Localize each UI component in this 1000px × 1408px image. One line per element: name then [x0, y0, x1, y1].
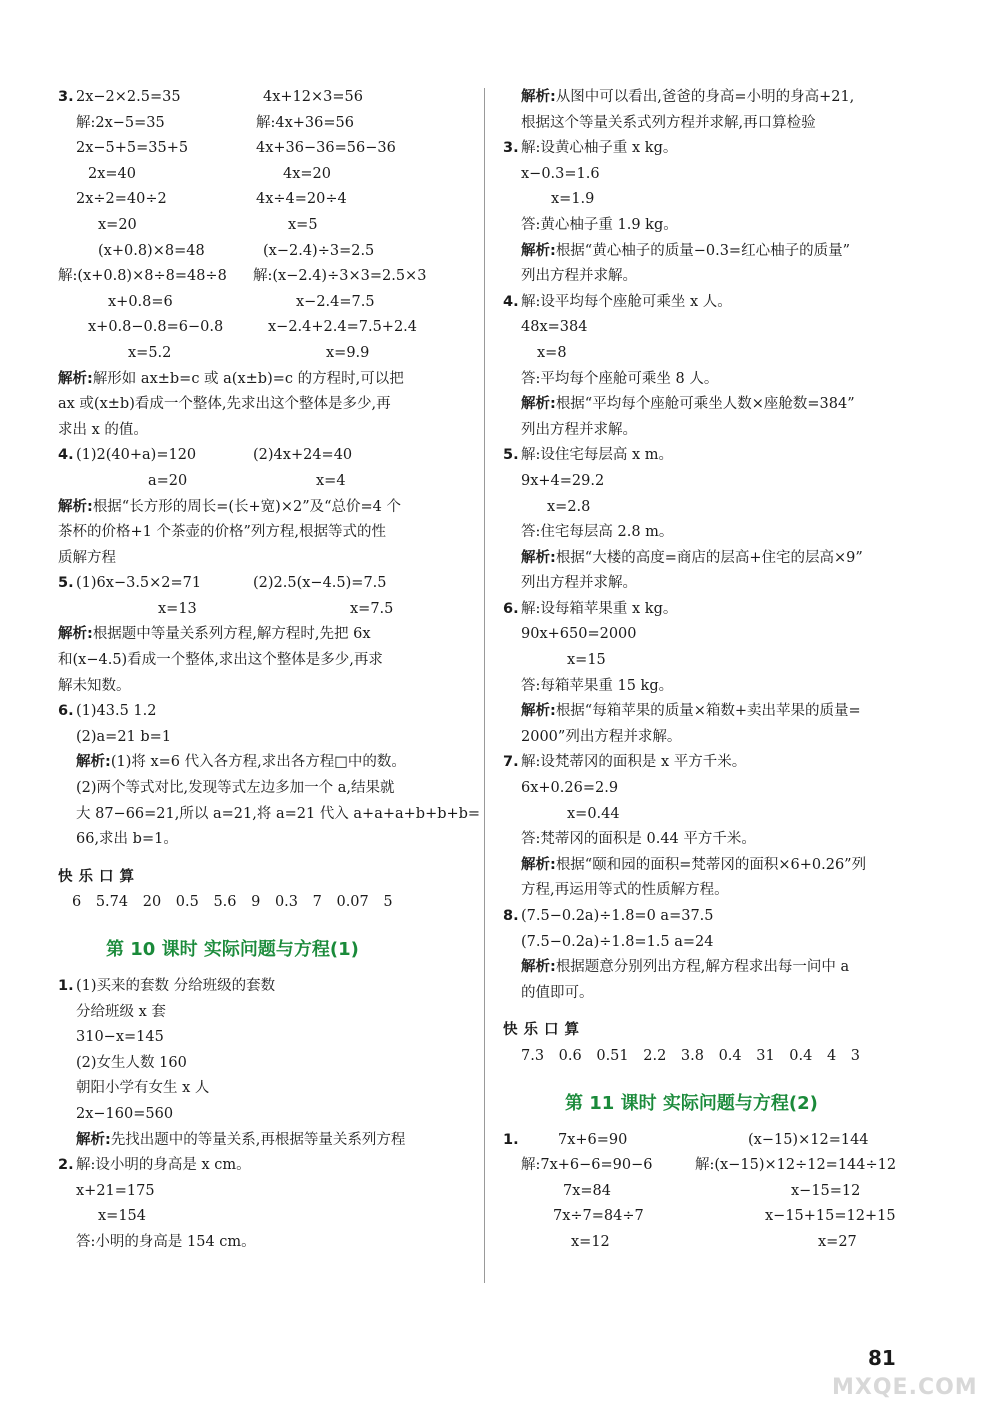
- q5-block: [58, 571, 468, 699]
- equation: 7x+6=90: [558, 1131, 628, 1148]
- equation-row: [58, 85, 468, 111]
- equation: 4x÷4=20÷4: [256, 191, 347, 208]
- q3-block: [58, 85, 468, 367]
- equation: 2x−5+5=35+5: [76, 140, 189, 157]
- equation-row: [58, 111, 468, 137]
- analysis-label: 解析:: [521, 89, 556, 105]
- answer: 解:设每箱苹果重 x kg。: [521, 600, 678, 617]
- analysis-label: 解析:: [521, 396, 556, 413]
- answer: x=13: [158, 600, 197, 617]
- r-q3-block: [503, 136, 933, 290]
- analysis-text: (2)两个等式对比,发现等式左边多加一个 a,结果就: [76, 780, 395, 797]
- analysis-text: 根据“黄心柚子的质量−0.3=红心柚子的质量”: [555, 242, 850, 259]
- answer: 答:梵蒂冈的面积是 0.44 平方千米。: [521, 831, 756, 848]
- equation-row: [58, 162, 468, 188]
- question-number: 7.: [503, 754, 519, 771]
- answer: a=20: [148, 472, 188, 489]
- quick-calc-values: 6 5.74 20 0.5 5.6 9 0.3 7 0.07 5: [72, 894, 393, 911]
- answer: (1)买来的套数 分给班级的套数: [76, 978, 276, 994]
- q6-block: [58, 699, 481, 853]
- equation: 4x=20: [283, 165, 332, 182]
- equation-row: [58, 290, 468, 316]
- equation-row: [503, 1128, 933, 1154]
- equation: x+0.8=6: [108, 293, 173, 310]
- equation: 解:7x+6−6=90−6: [521, 1157, 653, 1174]
- equation-row: [58, 341, 468, 367]
- analysis-text: 先找出题中的等量关系,再根据等量关系列方程: [110, 1131, 406, 1148]
- answer: (2)a=21 b=1: [76, 728, 172, 745]
- question-number: 1.: [503, 1131, 519, 1148]
- equation-row: [503, 1230, 933, 1256]
- answer: 朝阳小学有女生 x 人: [76, 1080, 210, 1097]
- equation: 2x=40: [88, 165, 137, 182]
- answer: (2)女生人数 160: [76, 1054, 187, 1071]
- equation: 解:2x−5=35: [76, 114, 165, 131]
- answer: 解:设黄心柚子重 x kg。: [521, 140, 678, 157]
- analysis-text: 方程,再运用等式的性质解方程。: [521, 882, 729, 899]
- equation: x=8: [537, 344, 567, 361]
- analysis-text: 质解方程: [58, 549, 116, 566]
- equation: (x−2.4)÷3=2.5: [263, 242, 375, 259]
- answer: 答:平均每个座舱可乘坐 8 人。: [521, 370, 719, 387]
- equation: x−15+15=12+15: [765, 1208, 896, 1225]
- equation: 48x=384: [521, 319, 588, 336]
- quick-calc-title: 快乐口算: [503, 1022, 585, 1039]
- question-number: 3.: [503, 140, 519, 157]
- equation-row: [503, 1204, 933, 1230]
- lesson-11-title: 第 11 课时 实际问题与方程(2): [565, 1092, 818, 1114]
- equation: x+0.8−0.8=6−0.8: [88, 319, 224, 336]
- r-q5-block: [503, 443, 933, 597]
- equation-row: [58, 239, 468, 265]
- analysis-text: 大 87−66=21,所以 a=21,将 a=21 代入 a+a+a+b+b+b=: [76, 805, 481, 822]
- quick-calc-values: 7.3 0.6 0.51 2.2 3.8 0.4 31 0.4 4 3: [521, 1047, 861, 1064]
- analysis-text: 从图中可以看出,爸爸的身高=小明的身高+21,: [555, 89, 855, 105]
- equation: 90x+650=2000: [521, 626, 637, 643]
- answer: 分给班级 x 套: [76, 1003, 166, 1020]
- analysis-text: 根据题意分别列出方程,解方程求出每一问中 a: [555, 959, 850, 976]
- equation: 7x=84: [563, 1182, 612, 1199]
- equation: (x+0.8)×8=48: [98, 242, 205, 259]
- equation: (1)6x−3.5×2=71: [76, 575, 202, 592]
- equation: 2x÷2=40÷2: [76, 191, 167, 208]
- analysis-text: 茶杯的价格+1 个茶壶的价格”列方程,根据等式的性: [58, 524, 387, 541]
- analysis-text: (1)将 x=6 代入各方程,求出各方程□中的数。: [110, 754, 406, 771]
- equation: x=12: [571, 1233, 610, 1250]
- equation: x−15=12: [791, 1182, 861, 1199]
- answer: x=7.5: [350, 600, 394, 617]
- watermark-text: MXQE.COM: [832, 1375, 978, 1400]
- analysis-label: 解析:: [521, 856, 556, 873]
- equation: x=27: [818, 1233, 857, 1250]
- equation: 解:(x−2.4)÷3×3=2.5×3: [253, 268, 427, 285]
- analysis-text: 列出方程并求解。: [521, 421, 637, 438]
- equation: (1)2(40+a)=120: [76, 447, 197, 464]
- answer: 解:设小明的身高是 x cm。: [76, 1157, 251, 1174]
- lesson-10-title: 第 10 课时 实际问题与方程(1): [106, 939, 359, 960]
- analysis-text: 求出 x 的值。: [58, 421, 148, 438]
- analysis-label: 解析:: [76, 1131, 111, 1148]
- answer: 解:设梵蒂冈的面积是 x 平方千米。: [521, 754, 747, 771]
- analysis-text: ax 或(x±b)看成一个整体,先求出这个整体是多少,再: [58, 396, 391, 413]
- question-number: 6.: [503, 600, 519, 617]
- question-number: 4.: [503, 293, 519, 310]
- equation: 7x÷7=84÷7: [553, 1208, 644, 1225]
- equation: 310−x=145: [76, 1029, 164, 1046]
- equation: x−2.4+2.4=7.5+2.4: [268, 319, 418, 336]
- equation: (2)4x+24=40: [253, 447, 353, 464]
- answer: 答:每箱苹果重 15 kg。: [521, 677, 674, 694]
- analysis-label: 解析:: [58, 626, 93, 643]
- equation: 9x+4=29.2: [521, 472, 605, 489]
- equation: 4x+36−36=56−36: [256, 140, 396, 157]
- equation: 2x−2×2.5=35: [76, 89, 181, 105]
- quick-calc-title: 快乐口算: [58, 868, 140, 885]
- equation: x=5.2: [128, 344, 172, 361]
- column-divider: [484, 88, 485, 1283]
- equation: x=5: [288, 216, 318, 233]
- r-q4-block: [503, 290, 933, 444]
- equation-row: [58, 136, 468, 162]
- answer: 解:设平均每个座舱可乘坐 x 人。: [521, 293, 732, 310]
- analysis-text: 66,求出 b=1。: [76, 831, 178, 848]
- equation: x+21=175: [76, 1182, 155, 1199]
- question-number: 1.: [58, 978, 74, 994]
- equation: 4x+12×3=56: [263, 89, 363, 105]
- right-column: [503, 85, 933, 1256]
- l10-q2-block: [58, 1153, 468, 1255]
- answer: 答:黄心柚子重 1.9 kg。: [521, 216, 678, 233]
- question-number: 6.: [58, 703, 74, 720]
- analysis-label: 解析:: [76, 754, 111, 771]
- answer: 答:小明的身高是 154 cm。: [76, 1233, 256, 1250]
- equation: (2)2.5(x−4.5)=7.5: [253, 575, 387, 592]
- q3-analysis: [58, 367, 468, 444]
- analysis-label: 解析:: [58, 370, 93, 387]
- equation: 2x−160=560: [76, 1105, 174, 1122]
- equation-row: [58, 187, 468, 213]
- equation: (7.5−0.2a)÷1.8=0 a=37.5: [521, 908, 714, 924]
- analysis-text: 解未知数。: [58, 677, 131, 694]
- analysis-text: 根据“大楼的高度=商店的层高+住宅的层高×9”: [555, 549, 863, 566]
- l11-q1-block: [503, 1128, 933, 1256]
- q4-block: [58, 443, 468, 571]
- equation: x=1.9: [551, 191, 595, 208]
- answer: (1)43.5 1.2: [76, 703, 157, 720]
- equation-row: [503, 1179, 933, 1205]
- analysis-text: 根据“平均每个座舱可乘坐人数×座舱数=384”: [555, 396, 855, 413]
- answer: x=4: [316, 472, 346, 489]
- analysis-text: 根据“颐和园的面积=梵蒂冈的面积×6+0.26”列: [555, 856, 867, 873]
- analysis-label: 解析:: [521, 703, 556, 720]
- question-number: 5.: [58, 575, 74, 592]
- equation: 解:(x+0.8)×8÷8=48÷8: [58, 268, 227, 285]
- equation: x−0.3=1.6: [521, 165, 600, 182]
- r-q8-block: [503, 904, 933, 1006]
- equation-row: [503, 1153, 933, 1179]
- equation: x=2.8: [547, 498, 591, 515]
- question-number: 8.: [503, 908, 519, 924]
- equation: x=9.9: [326, 344, 370, 361]
- equation-row: [58, 213, 468, 239]
- answer: 答:住宅每层高 2.8 m。: [521, 524, 674, 541]
- equation: x=20: [98, 216, 137, 233]
- equation: x=15: [567, 652, 606, 669]
- left-column: [58, 85, 481, 1256]
- equation: (x−15)×12=144: [748, 1131, 869, 1148]
- equation: x−2.4=7.5: [296, 293, 375, 310]
- equation-row: [58, 315, 468, 341]
- r-q7-block: [503, 750, 933, 904]
- equation: 解:4x+36=56: [256, 114, 354, 131]
- equation: (7.5−0.2a)÷1.8=1.5 a=24: [521, 933, 714, 950]
- equation: 6x+0.26=2.9: [521, 780, 619, 797]
- analysis-text: 列出方程并求解。: [521, 575, 637, 592]
- analysis-label: 解析:: [58, 498, 93, 515]
- answer: 解:设住宅每层高 x m。: [521, 447, 674, 464]
- analysis-text: 列出方程并求解。: [521, 268, 637, 285]
- question-number: 5.: [503, 447, 519, 464]
- analysis-label: 解析:: [521, 549, 556, 566]
- analysis-label: 解析:: [521, 242, 556, 259]
- l10-q1-block: [58, 974, 468, 1153]
- page-number: 81: [868, 1346, 896, 1370]
- question-number: 3.: [58, 89, 74, 105]
- analysis-text: 根据题中等量关系列方程,解方程时,先把 6x: [92, 626, 371, 643]
- analysis-text: 根据这个等量关系式列方程并求解,再口算检验: [521, 114, 816, 131]
- analysis-text: 的值即可。: [521, 984, 594, 1001]
- equation: x=154: [98, 1208, 147, 1225]
- analysis-text: 根据“每箱苹果的质量×箱数+卖出苹果的质量=: [555, 703, 861, 720]
- analysis-text: 解形如 ax±b=c 或 a(x±b)=c 的方程时,可以把: [92, 370, 404, 387]
- question-number: 4.: [58, 447, 74, 464]
- question-number: 2.: [58, 1157, 74, 1174]
- analysis-text: 2000”列出方程并求解。: [521, 728, 682, 745]
- equation: x=0.44: [567, 805, 620, 822]
- equation: 解:(x−15)×12÷12=144÷12: [695, 1157, 897, 1174]
- r-q6-block: [503, 597, 933, 751]
- prev-analysis: [503, 85, 933, 136]
- analysis-label: 解析:: [521, 959, 556, 976]
- analysis-text: 根据“长方形的周长=(长+宽)×2”及“总价=4 个: [92, 498, 402, 515]
- analysis-text: 和(x−4.5)看成一个整体,求出这个整体是多少,再求: [58, 652, 383, 669]
- equation-row: [58, 264, 468, 290]
